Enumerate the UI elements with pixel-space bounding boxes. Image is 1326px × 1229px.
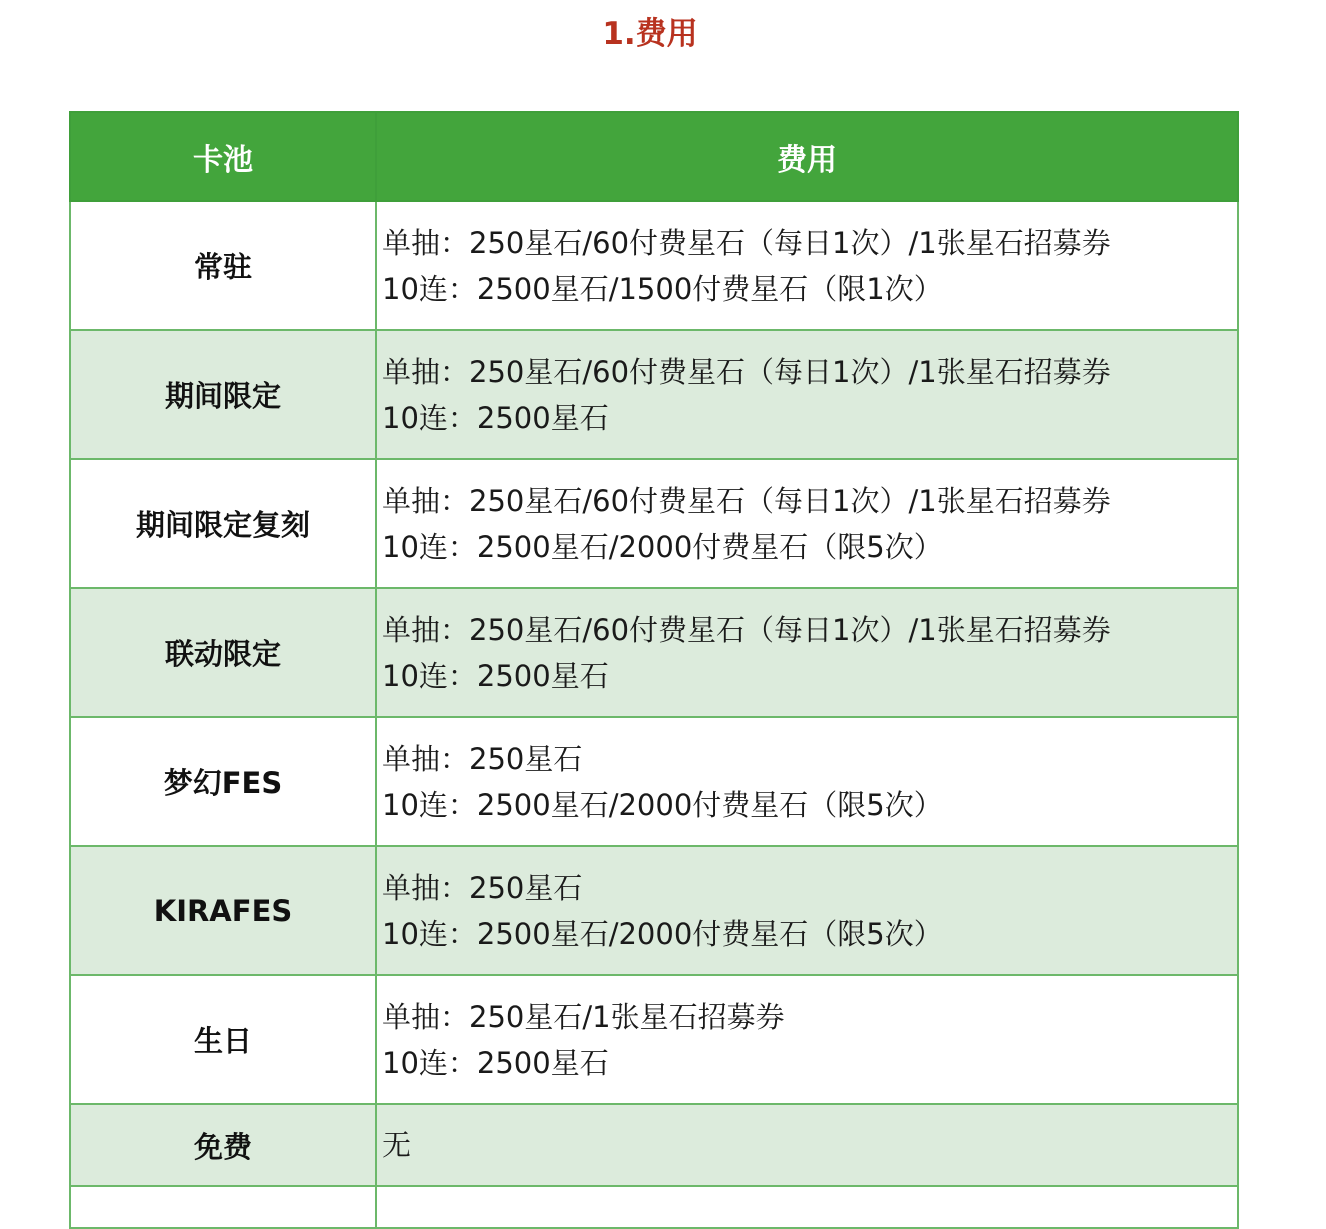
pool-name: KIRAFES — [70, 846, 376, 975]
cost-cell — [376, 846, 1238, 975]
header-pool: 卡池 — [70, 112, 376, 201]
cost-cell — [376, 588, 1238, 717]
pool-name: 期间限定 — [70, 330, 376, 459]
pool-name: 生日 — [70, 975, 376, 1104]
cost-line-single: 单抽：250星石/60付费星石（每日1次）/1张星石招募券 — [382, 483, 1111, 518]
cost-line-ten: 10连：2500星石/2000付费星石（限5次） — [382, 916, 943, 951]
cost-line-single: 单抽：250星石/60付费星石（每日1次）/1张星石招募券 — [382, 612, 1111, 647]
pool-name: 免费 — [70, 1104, 376, 1186]
cost-cell — [376, 459, 1238, 588]
cost-line-single: 单抽：250星石 — [382, 870, 583, 905]
cost-cell — [376, 975, 1238, 1104]
table-row — [70, 588, 1238, 717]
table-row — [70, 330, 1238, 459]
cost-cell — [376, 717, 1238, 846]
table-row — [70, 717, 1238, 846]
pool-name-empty — [70, 1186, 376, 1228]
cost-line-ten: 10连：2500星石/2000付费星石（限5次） — [382, 787, 943, 822]
cost-line-single: 单抽：250星石/1张星石招募券 — [382, 999, 785, 1034]
cost-line-ten: 10连：2500星石/1500付费星石（限1次） — [382, 271, 943, 306]
cost-line-ten: 10连：2500星石/2000付费星石（限5次） — [382, 529, 943, 564]
header-cost: 费用 — [376, 112, 1238, 201]
cost-line-ten: 10连：2500星石 — [382, 658, 609, 693]
table-row-partial — [70, 1186, 1238, 1228]
pool-name: 联动限定 — [70, 588, 376, 717]
cost-line-ten: 10连：2500星石 — [382, 1045, 609, 1080]
page-title: 1.费用 — [602, 16, 698, 52]
cost-line-single: 无 — [382, 1128, 412, 1162]
cost-line-single: 单抽：250星石/60付费星石（每日1次）/1张星石招募券 — [382, 225, 1111, 260]
cost-cell-empty — [376, 1186, 1238, 1228]
table-row — [70, 459, 1238, 588]
cost-cell — [376, 330, 1238, 459]
table-header-row — [70, 112, 1238, 201]
table-row — [70, 846, 1238, 975]
cost-line-single: 单抽：250星石/60付费星石（每日1次）/1张星石招募券 — [382, 354, 1111, 389]
pool-name: 常驻 — [70, 201, 376, 330]
pool-name: 期间限定复刻 — [70, 459, 376, 588]
table-row — [70, 1104, 1238, 1186]
cost-table — [69, 111, 1239, 1229]
table-row — [70, 975, 1238, 1104]
cost-line-ten: 10连：2500星石 — [382, 400, 609, 435]
cost-cell — [376, 201, 1238, 330]
cost-cell — [376, 1104, 1238, 1186]
pool-name: 梦幻FES — [70, 717, 376, 846]
table-row — [70, 201, 1238, 330]
cost-line-single: 单抽：250星石 — [382, 741, 583, 776]
